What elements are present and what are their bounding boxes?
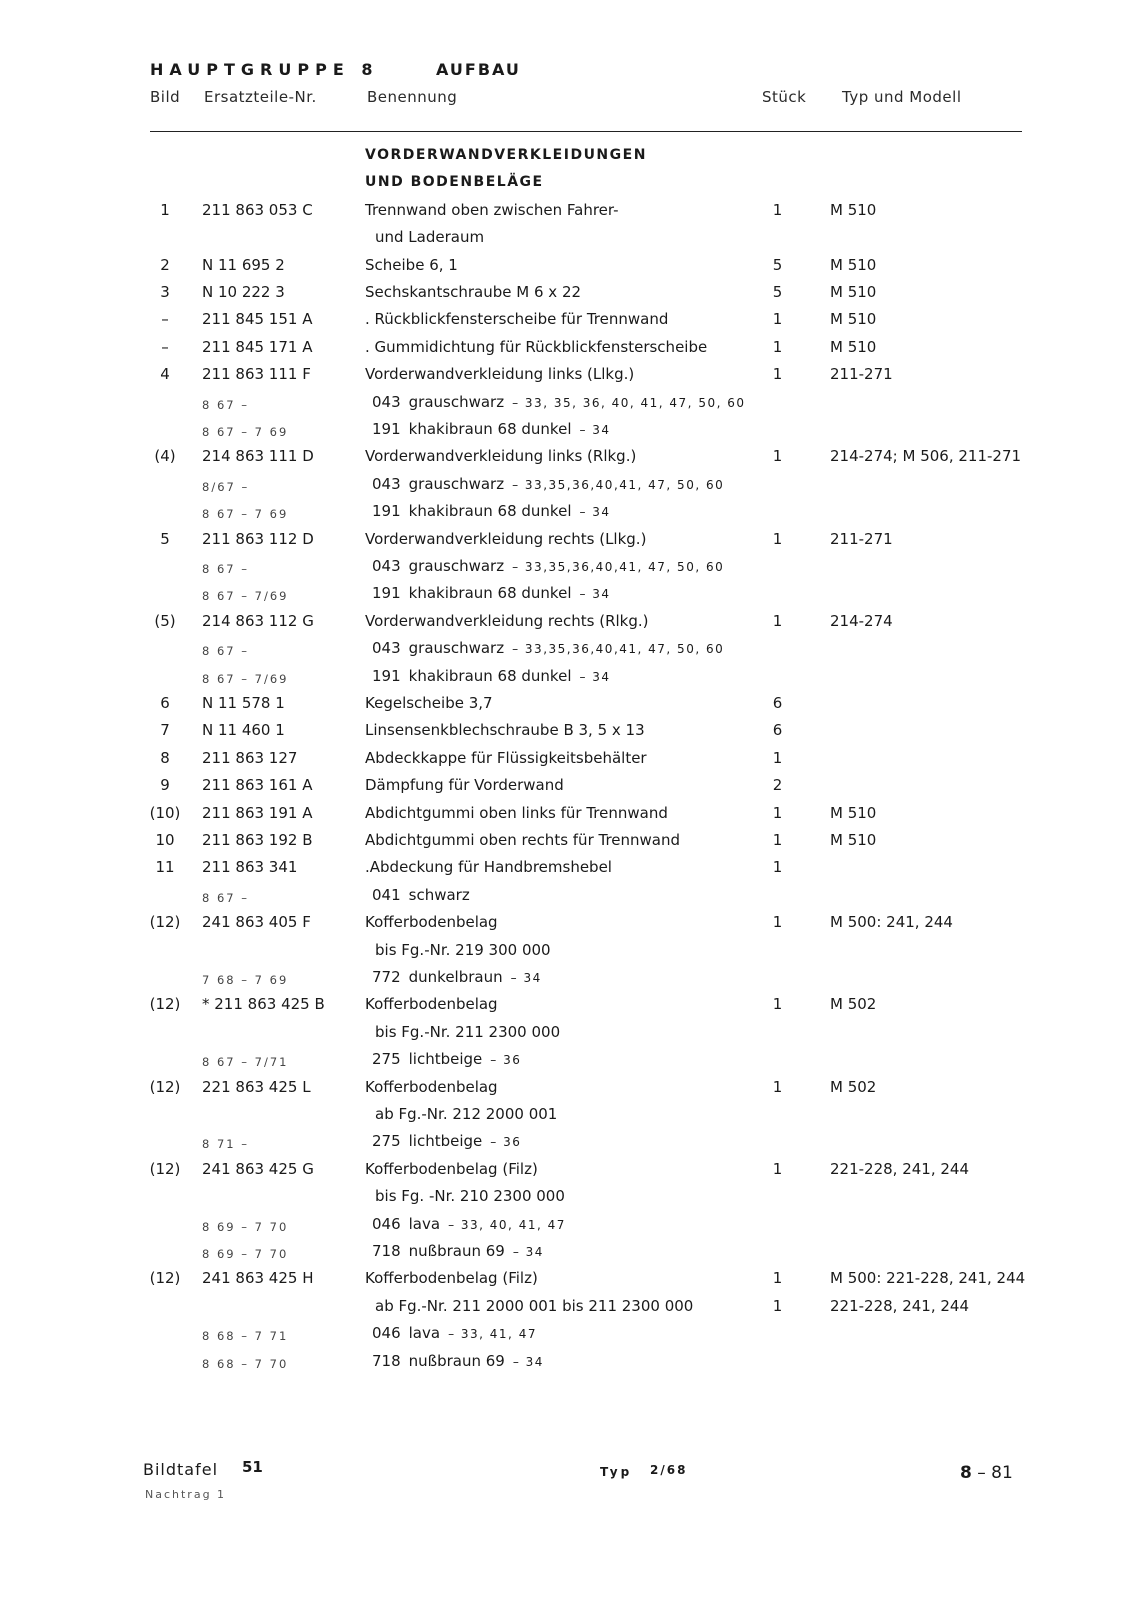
type-model: M 502 <box>830 1077 877 1096</box>
part-name: Kofferbodenbelag <box>365 1077 498 1096</box>
color-code: 772 <box>372 968 401 986</box>
quantity: 1 <box>772 447 783 466</box>
quantity: 1 <box>772 529 783 548</box>
part-number: 211 863 161 A <box>202 776 313 795</box>
section-heading <box>0 172 1133 200</box>
type-model: 221-228, 241, 244 <box>830 1296 970 1315</box>
continuation-row <box>0 940 1133 968</box>
typ-value: 2/68 <box>650 1463 688 1477</box>
part-name: Sechskantschraube M 6 x 22 <box>365 283 582 301</box>
color-variant-row <box>0 885 1133 913</box>
part-name: Kofferbodenbelag <box>365 995 498 1014</box>
page-prefix: 8 <box>960 1463 972 1483</box>
color-models: – 33, 40, 41, 47 <box>448 1217 566 1232</box>
color-models: – 34 <box>579 505 611 520</box>
table-row <box>0 309 1133 337</box>
part-number: N 11 695 2 <box>202 255 285 274</box>
figure-number: 9 <box>160 776 170 795</box>
quantity: 6 <box>772 721 783 740</box>
type-model: 211-271 <box>830 529 893 548</box>
typ-label: Typ <box>600 1465 633 1479</box>
plate-label: Bildtafel <box>143 1460 219 1479</box>
color-variant <box>372 1351 544 1372</box>
col-header-bild: Bild <box>150 88 181 106</box>
color-models: – 33,35,36,40,41, 47, 50, 60 <box>512 560 725 574</box>
nachtrag: Nachtrag 1 <box>145 1488 227 1501</box>
color-name: lichtbeige <box>408 1050 483 1069</box>
part-number: 214 863 112 G <box>202 611 314 630</box>
part-number: 211 863 127 <box>202 748 298 767</box>
color-name: nußbraun 69 <box>408 1242 505 1260</box>
part-number: 211 863 192 B <box>202 831 313 849</box>
color-variant-row <box>0 1049 1133 1077</box>
quantity: 5 <box>772 283 783 301</box>
continuation-row <box>0 1104 1133 1132</box>
quantity: 5 <box>772 255 783 274</box>
color-variant-row <box>0 419 1133 447</box>
table-row <box>0 748 1133 776</box>
part-name: . Rückblickfensterscheibe für Trennwand <box>365 310 669 329</box>
part-number: N 11 578 1 <box>202 694 285 712</box>
color-variant <box>372 1214 566 1235</box>
table-row <box>0 1268 1133 1296</box>
part-name: Vorderwandverkleidung rechts (Llkg.) <box>365 529 647 548</box>
figure-number: 3 <box>160 283 170 301</box>
color-code: 046 <box>372 1214 401 1233</box>
figure-number: (12) <box>149 1077 181 1096</box>
col-header-type: Typ und Modell <box>842 88 962 106</box>
quantity: 1 <box>772 611 783 630</box>
color-name: grauschwarz <box>408 474 505 493</box>
color-variant <box>372 419 611 440</box>
part-name: Trennwand oben zwischen Fahrer- <box>365 200 619 219</box>
color-models: – 33,35,36,40,41, 47, 50, 60 <box>512 642 725 657</box>
part-name-continued: bis Fg.-Nr. 211 2300 000 <box>375 1022 561 1041</box>
type-model: M 510 <box>830 831 877 849</box>
part-name: Kofferbodenbelag (Filz) <box>365 1159 538 1178</box>
col-header-name: Benennung <box>367 88 458 106</box>
quantity: 6 <box>772 694 783 712</box>
col-header-part-number: Ersatzteile-Nr. <box>204 88 317 106</box>
color-code: 191 <box>372 666 401 685</box>
part-name: Scheibe 6, 1 <box>365 255 458 274</box>
figure-number: 8 <box>160 748 170 767</box>
section-title: UND BODENBELÄGE <box>365 174 544 191</box>
table-row <box>0 775 1133 803</box>
main-group-title: HAUPTGRUPPE 8 <box>150 60 379 79</box>
type-model: M 500: 221-228, 241, 244 <box>830 1269 1026 1288</box>
type-model: 211-271 <box>830 365 893 384</box>
figure-number: 7 <box>160 721 170 740</box>
part-name: Dämpfung für Vorderwand <box>365 776 564 795</box>
part-name: Abdichtgummi oben links für Trennwand <box>365 803 668 822</box>
color-variant <box>372 666 611 687</box>
color-code: 043 <box>372 557 401 575</box>
part-name-continued: ab Fg.-Nr. 212 2000 001 <box>375 1105 558 1123</box>
color-name: khakibraun 68 dunkel <box>408 420 572 438</box>
quantity: 1 <box>772 748 783 767</box>
validity-date: 8 67 – <box>202 890 250 905</box>
page-number <box>960 1463 1013 1483</box>
part-number: 241 863 425 G <box>202 1159 314 1178</box>
quantity: 1 <box>772 365 783 384</box>
type-model: M 510 <box>830 255 877 274</box>
color-name: khakibraun 68 dunkel <box>408 584 572 603</box>
color-name: schwarz <box>408 885 470 904</box>
table-row <box>0 803 1133 831</box>
part-name: Kofferbodenbelag (Filz) <box>365 1269 538 1288</box>
color-models: – 33, 35, 36, 40, 41, 47, 50, 60 <box>512 395 746 410</box>
color-variant <box>372 583 611 604</box>
continuation-row <box>0 227 1133 255</box>
type-model: M 500: 241, 244 <box>830 913 953 932</box>
validity-date: 8 68 – 7 70 <box>202 1356 289 1371</box>
color-name: lichtbeige <box>408 1132 483 1151</box>
color-name: khakibraun 68 dunkel <box>408 666 572 685</box>
figure-number: 6 <box>160 694 170 712</box>
group-name: AUFBAU <box>436 60 521 79</box>
table-row <box>0 1077 1133 1105</box>
continuation-row <box>0 1022 1133 1050</box>
part-number: 211 845 171 A <box>202 337 313 356</box>
color-name: lava <box>408 1214 441 1233</box>
table-row <box>0 200 1133 228</box>
figure-number: (12) <box>149 1269 181 1288</box>
color-models: – 36 <box>490 1135 522 1150</box>
color-models: – 33, 41, 47 <box>448 1327 537 1342</box>
part-number: 241 863 425 H <box>202 1269 314 1288</box>
color-variant <box>372 1131 521 1152</box>
part-name: Vorderwandverkleidung rechts (Rlkg.) <box>365 611 649 630</box>
quantity: 1 <box>772 1269 783 1288</box>
figure-number: 10 <box>155 831 175 849</box>
part-number: 241 863 405 F <box>202 913 311 932</box>
part-name: Kofferbodenbelag <box>365 913 498 932</box>
section-title: VORDERWANDVERKLEIDUNGEN <box>365 147 647 163</box>
color-variant-row <box>0 1351 1133 1379</box>
type-model: M 502 <box>830 995 877 1014</box>
color-models: – 34 <box>512 1354 544 1369</box>
quantity: 2 <box>772 776 783 795</box>
part-number: 211 845 151 A <box>202 310 313 329</box>
part-name-continued: bis Fg. -Nr. 210 2300 000 <box>375 1187 565 1206</box>
color-variant <box>372 638 724 659</box>
validity-date: 8 69 – 7 70 <box>202 1219 289 1234</box>
validity-date: 8 68 – 7 71 <box>202 1329 289 1344</box>
figure-number: (4) <box>154 447 176 466</box>
type-model: 221-228, 241, 244 <box>830 1159 970 1178</box>
continuation-row <box>0 1186 1133 1214</box>
color-name: grauschwarz <box>408 639 505 658</box>
figure-number: – <box>161 337 169 356</box>
figure-number: (5) <box>154 611 176 630</box>
col-header-qty: Stück <box>762 88 807 106</box>
color-code: 191 <box>372 420 401 438</box>
color-code: 046 <box>372 1324 401 1343</box>
part-name: Abdeckkappe für Flüssigkeitsbehälter <box>365 748 647 767</box>
part-number: 214 863 111 D <box>202 447 314 466</box>
color-variant-row <box>0 1131 1133 1159</box>
color-variant-row <box>0 1214 1133 1242</box>
color-name: khakibraun 68 dunkel <box>408 502 572 521</box>
validity-date: 8 67 – <box>202 644 250 659</box>
table-row <box>0 282 1133 310</box>
color-variant-row <box>0 556 1133 584</box>
color-code: 043 <box>372 474 401 493</box>
table-row <box>0 830 1133 858</box>
color-models: – 34 <box>579 587 611 602</box>
figure-number: 11 <box>155 858 175 877</box>
part-number: * 211 863 425 B <box>202 995 325 1014</box>
color-code: 275 <box>372 1050 401 1069</box>
figure-number: 1 <box>160 200 170 219</box>
figure-number: (12) <box>149 995 181 1014</box>
table-row <box>0 693 1133 721</box>
part-name: . Gummidichtung für Rückblickfensterscheibe <box>365 337 708 356</box>
part-name-continued: bis Fg.-Nr. 219 300 000 <box>375 940 551 959</box>
validity-date: 8 67 – 7/71 <box>202 1055 289 1070</box>
color-code: 191 <box>372 502 401 521</box>
figure-number: 5 <box>160 529 170 548</box>
color-variant-row <box>0 501 1133 529</box>
color-variant <box>372 1323 537 1344</box>
part-number: 221 863 425 L <box>202 1077 311 1096</box>
color-variant-row <box>0 1241 1133 1269</box>
validity-date: 7 68 – 7 69 <box>202 973 289 987</box>
table-row <box>0 857 1133 885</box>
color-name: grauschwarz <box>408 557 505 575</box>
figure-number: – <box>161 310 169 329</box>
color-variant-row <box>0 583 1133 611</box>
color-name: grauschwarz <box>408 392 505 411</box>
color-variant-row <box>0 474 1133 502</box>
color-code: 275 <box>372 1132 401 1151</box>
part-number: 211 863 111 F <box>202 365 311 384</box>
validity-date: 8 67 – <box>202 397 250 412</box>
color-code: 043 <box>372 639 401 658</box>
color-name: lava <box>408 1324 441 1343</box>
validity-date: 8 69 – 7 70 <box>202 1247 289 1261</box>
figure-number: (10) <box>149 803 181 822</box>
quantity: 1 <box>772 1296 783 1315</box>
quantity: 1 <box>772 858 783 877</box>
table-row <box>0 994 1133 1022</box>
color-code: 041 <box>372 885 401 904</box>
color-name: dunkelbraun <box>408 968 503 986</box>
part-number: 211 863 053 C <box>202 200 313 219</box>
validity-date: 8 67 – 7 69 <box>202 425 289 439</box>
plate-number: 51 <box>242 1458 263 1476</box>
type-model: M 510 <box>830 200 877 219</box>
color-code: 191 <box>372 584 401 603</box>
color-variant <box>372 1241 544 1262</box>
validity-date: 8/67 – <box>202 479 250 494</box>
color-variant <box>372 474 724 495</box>
part-name: .Abdeckung für Handbremshebel <box>365 858 612 877</box>
part-name: Kegelscheibe 3,7 <box>365 694 493 712</box>
part-number: 211 863 112 D <box>202 529 314 548</box>
part-name: Linsensenkblechschraube B 3, 5 x 13 <box>365 721 645 740</box>
color-models: – 34 <box>579 423 611 437</box>
part-name: Vorderwandverkleidung links (Rlkg.) <box>365 447 637 466</box>
quantity: 1 <box>772 913 783 932</box>
part-number: N 10 222 3 <box>202 283 285 301</box>
part-name-continued: und Laderaum <box>375 228 485 247</box>
color-models: – 36 <box>490 1053 522 1068</box>
type-model: M 510 <box>830 310 877 329</box>
type-model: 214-274; M 506, 211-271 <box>830 447 1022 466</box>
table-row <box>0 529 1133 557</box>
figure-number: 2 <box>160 255 170 274</box>
table-row <box>0 1159 1133 1187</box>
color-code: 718 <box>372 1351 401 1370</box>
part-name-continued: ab Fg.-Nr. 211 2000 001 bis 211 2300 000 <box>375 1296 694 1315</box>
table-row <box>0 364 1133 392</box>
part-number: 211 863 191 A <box>202 803 313 822</box>
section-heading <box>0 145 1133 173</box>
color-variant <box>372 1049 521 1070</box>
type-model: M 510 <box>830 337 877 356</box>
type-model: 214-274 <box>830 611 893 630</box>
part-number: N 11 460 1 <box>202 721 285 740</box>
color-variant <box>372 501 611 522</box>
color-variant-row <box>0 666 1133 694</box>
color-name: nußbraun 69 <box>408 1351 505 1370</box>
color-variant-row <box>0 967 1133 995</box>
table-row <box>0 912 1133 940</box>
color-code: 718 <box>372 1242 401 1260</box>
table-row <box>0 337 1133 365</box>
color-models: – 34 <box>510 971 542 985</box>
color-variant <box>372 556 724 577</box>
figure-number: (12) <box>149 913 181 932</box>
quantity: 1 <box>772 831 783 849</box>
quantity: 1 <box>772 337 783 356</box>
part-number: 211 863 341 <box>202 858 298 877</box>
color-variant-row <box>0 638 1133 666</box>
color-variant <box>372 392 745 413</box>
quantity: 1 <box>772 1159 783 1178</box>
validity-date: 8 71 – <box>202 1137 250 1152</box>
color-variant <box>372 885 478 906</box>
type-model: M 510 <box>830 283 877 301</box>
quantity: 1 <box>772 1077 783 1096</box>
color-models: – 34 <box>579 669 611 684</box>
table-row <box>0 720 1133 748</box>
part-name: Vorderwandverkleidung links (Llkg.) <box>365 365 635 384</box>
validity-date: 8 67 – <box>202 562 250 576</box>
figure-number: 4 <box>160 365 170 384</box>
quantity: 1 <box>772 200 783 219</box>
color-variant-row <box>0 1323 1133 1351</box>
quantity: 1 <box>772 803 783 822</box>
validity-date: 8 67 – 7/69 <box>202 671 289 686</box>
figure-number: (12) <box>149 1159 181 1178</box>
page-suffix: – 81 <box>977 1463 1013 1483</box>
validity-date: 8 67 – 7 69 <box>202 507 289 522</box>
table-row <box>0 446 1133 474</box>
color-models: – 34 <box>512 1245 544 1259</box>
color-models: – 33,35,36,40,41, 47, 50, 60 <box>512 477 725 492</box>
color-variant <box>372 967 542 988</box>
table-row <box>0 611 1133 639</box>
validity-date: 8 67 – 7/69 <box>202 589 289 604</box>
continuation-row <box>0 1296 1133 1324</box>
quantity: 1 <box>772 310 783 329</box>
table-row <box>0 255 1133 283</box>
header-divider <box>150 131 1022 132</box>
type-model: M 510 <box>830 803 877 822</box>
color-code: 043 <box>372 392 401 411</box>
part-name: Abdichtgummi oben rechts für Trennwand <box>365 831 681 849</box>
quantity: 1 <box>772 995 783 1014</box>
color-variant-row <box>0 392 1133 420</box>
